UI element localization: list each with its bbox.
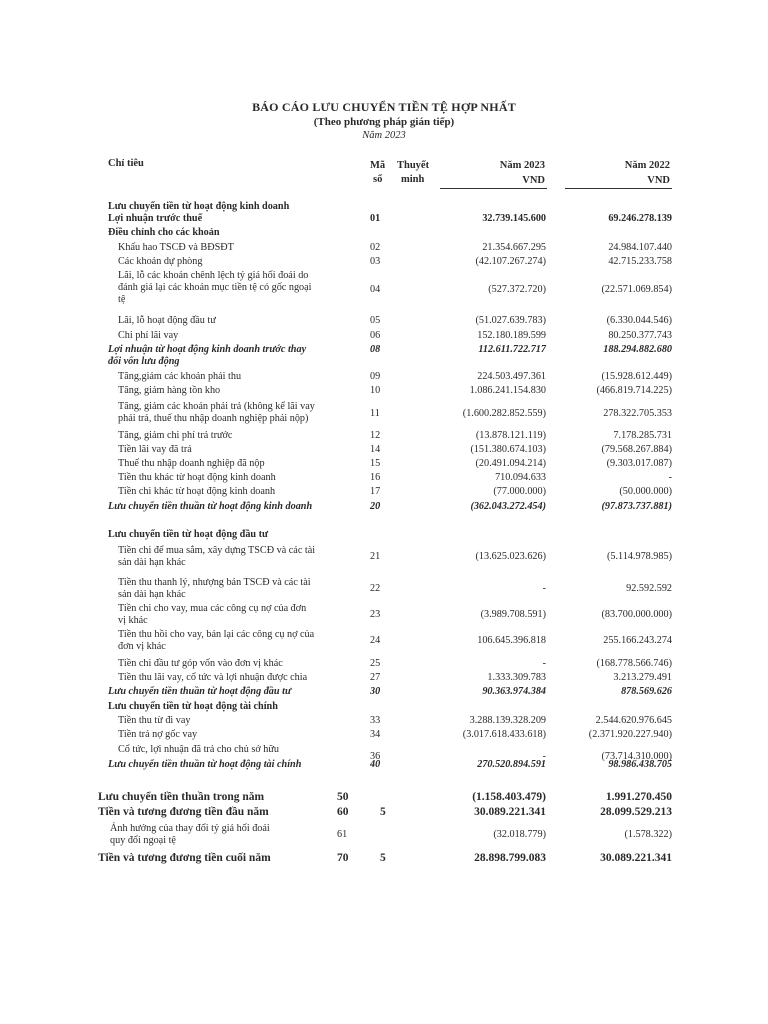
row-label: Tăng,giảm các khoản phải thu [118, 371, 242, 382]
report-year: Năm 2023 [362, 130, 406, 141]
row-code: 33 [370, 715, 381, 726]
row-code: 22 [370, 583, 381, 594]
row-label: Lợi nhuận trước thuế [108, 213, 203, 224]
value-2023: 28.898.799.083 [474, 852, 546, 864]
value-2023: 270.520.894.591 [477, 759, 546, 770]
row-label: Lưu chuyển tiền thuần trong năm [98, 791, 265, 803]
row-label: quy đổi ngoại tệ [110, 835, 176, 846]
row-label: Tiền và tương đương tiền cuối năm [98, 852, 271, 864]
row-code: 17 [370, 486, 381, 497]
value-2023: (527.372.720) [488, 284, 546, 295]
value-2022: 7.178.285.731 [613, 430, 672, 441]
row-code: 61 [337, 829, 348, 840]
value-2023: - [542, 583, 546, 594]
value-2022: (9.303.017.087) [606, 458, 672, 469]
report-subtitle: (Theo phương pháp gián tiếp) [313, 116, 455, 128]
row-label: Thuế thu nhập doanh nghiệp đã nộp [118, 458, 265, 469]
value-2022: 2.544.620.976.645 [595, 715, 672, 726]
row-code: 16 [370, 472, 381, 483]
row-code: 14 [370, 444, 381, 455]
header-note-line1: Thuyết [397, 160, 430, 171]
value-2022: (73.714.310.000) [601, 751, 672, 762]
row-label: Tiền thu khác từ hoạt động kinh doanh [118, 472, 276, 483]
row-label: Điều chỉnh cho các khoản [108, 227, 220, 238]
header-underline-2022 [565, 188, 672, 189]
row-code: 08 [370, 344, 381, 355]
value-2023: (151.380.674.103) [470, 444, 546, 455]
row-code: 60 [337, 806, 349, 818]
row-label: Lợi nhuận từ hoạt động kinh doanh trước thay [108, 344, 307, 355]
value-2023: (13.878.121.119) [475, 430, 546, 441]
row-label: Tiền lãi vay đã trả [118, 444, 192, 455]
value-2022: 98.986.438.705 [608, 759, 672, 770]
row-note: 5 [380, 852, 386, 864]
value-2023: 710.094.633 [495, 472, 546, 483]
value-2023: (42.107.267.274) [475, 256, 546, 267]
value-2023: 3.288.139.328.209 [469, 715, 546, 726]
value-2022: 69.246.278.139 [608, 213, 672, 224]
value-2022: 278.322.705.353 [603, 408, 672, 419]
header-year2023-unit: VND [522, 175, 545, 186]
row-code: 01 [370, 213, 381, 224]
row-code: 20 [370, 501, 381, 512]
row-label: Tiền chi khác từ hoạt động kinh doanh [118, 486, 276, 497]
value-2023: (3.017.618.433.618) [462, 729, 546, 740]
row-label: Tiền và tương đương tiền đầu năm [98, 806, 269, 818]
row-code: 24 [370, 635, 381, 646]
value-2023: 21.354.667.295 [482, 242, 546, 253]
value-2022: 3.213.279.491 [613, 672, 672, 683]
value-2023: 224.503.497.361 [477, 371, 546, 382]
value-2023: 1.333.309.783 [487, 672, 546, 683]
value-2023: 112.611.722.717 [478, 344, 546, 355]
row-label: Tiền chi để mua sắm, xây dựng TSCĐ và các tài [118, 545, 316, 556]
row-label: Tiền trả nợ gốc vay [118, 729, 198, 740]
value-2022: 28.099.529.213 [600, 806, 672, 818]
row-code: 40 [370, 759, 381, 770]
row-label: Lưu chuyển tiền thuần từ hoạt động đầu tư [108, 686, 292, 697]
row-label: Lưu chuyển tiền từ hoạt động kinh doanh [108, 201, 290, 212]
value-2023: - [542, 751, 546, 762]
value-2023: 32.739.145.600 [482, 213, 546, 224]
report-title: BÁO CÁO LƯU CHUYỂN TIỀN TỆ HỢP NHẤT [252, 100, 516, 114]
value-2023: (32.018.779) [493, 829, 546, 840]
row-note: 5 [380, 806, 386, 818]
value-2023: 152.180.189.599 [477, 330, 546, 341]
row-code: 21 [370, 551, 381, 562]
row-code: 10 [370, 385, 381, 396]
row-code: 04 [370, 284, 381, 295]
row-label: sản dài hạn khác [118, 557, 186, 568]
row-label: Tiền thu lãi vay, cổ tức và lợi nhuận được chia [118, 672, 308, 683]
row-label: Lưu chuyển tiền từ hoạt động tài chính [108, 701, 278, 712]
row-label: Tăng, giảm các khoản phải trả (không kể lãi vay [118, 401, 315, 412]
value-2022: (2.371.920.227.940) [588, 729, 672, 740]
row-label: Khấu hao TSCĐ và BĐSĐT [118, 242, 234, 253]
row-code: 05 [370, 315, 381, 326]
value-2022: 30.089.221.341 [600, 852, 672, 864]
value-2023: (20.491.094.214) [475, 458, 546, 469]
value-2022: 255.166.243.274 [603, 635, 672, 646]
row-code: 30 [370, 686, 381, 697]
value-2022: (83.700.000.000) [601, 609, 672, 620]
value-2022: (22.571.069.854) [601, 284, 672, 295]
row-code: 23 [370, 609, 381, 620]
row-label: Lưu chuyển tiền từ hoạt động đầu tư [108, 529, 269, 540]
header-code-line1: Mã [370, 160, 386, 171]
row-label: Tăng, giảm chi phí trả trước [118, 430, 233, 441]
row-label: Các khoản dự phòng [118, 256, 203, 267]
row-label: Tiền chi đầu tư góp vốn vào đơn vị khác [118, 658, 283, 669]
value-2022: (15.928.612.449) [601, 371, 672, 382]
row-label: Lãi, lỗ các khoản chênh lệch tỷ giá hối đoái do [118, 270, 309, 281]
value-2023: (3.989.708.591) [480, 609, 546, 620]
value-2022: 24.984.107.440 [608, 242, 672, 253]
row-code: 34 [370, 729, 381, 740]
row-label: Tiền thu từ đi vay [118, 715, 191, 726]
header-year2022: Năm 2022 [624, 160, 670, 171]
row-label: Lưu chuyển tiền thuần từ hoạt động tài chính [108, 759, 302, 770]
row-code: 06 [370, 330, 381, 341]
value-2022: (5.114.978.985) [607, 551, 672, 562]
row-code: 27 [370, 672, 381, 683]
row-code: 70 [337, 852, 349, 864]
row-label: tệ [118, 294, 126, 305]
value-2022: (6.330.044.546) [606, 315, 672, 326]
value-2023: 1.086.241.154.830 [469, 385, 546, 396]
row-label: Ảnh hưởng của thay đổi tỷ giá hối đoái [110, 823, 270, 834]
value-2022: (79.568.267.884) [601, 444, 672, 455]
value-2022: (466.819.714.225) [596, 385, 672, 396]
row-code: 03 [370, 256, 381, 267]
header-underline-2023 [440, 188, 547, 189]
value-2022: 42.715.233.758 [608, 256, 672, 267]
value-2023: (13.625.023.626) [475, 551, 546, 562]
row-code: 02 [370, 242, 381, 253]
value-2023: (1.158.403.479) [472, 791, 546, 803]
value-2022: - [668, 472, 672, 483]
value-2022: (168.778.566.746) [596, 658, 672, 669]
row-label: Cổ tức, lợi nhuận đã trả cho chủ sở hữu [118, 744, 280, 755]
value-2022: 92.592.592 [626, 583, 672, 594]
value-2023: (77.000.000) [493, 486, 546, 497]
value-2023: 90.363.974.384 [482, 686, 546, 697]
value-2023: - [542, 658, 546, 669]
row-code: 15 [370, 458, 381, 469]
header-year2022-unit: VND [647, 175, 670, 186]
row-label: đổi vốn lưu động [108, 356, 180, 367]
row-label: Tăng, giảm hàng tồn kho [118, 385, 221, 396]
header-note-line2: minh [401, 174, 425, 185]
value-2023: 30.089.221.341 [474, 806, 546, 818]
value-2022: 878.569.626 [621, 686, 672, 697]
row-label: sản dài hạn khác [118, 589, 186, 600]
row-label: đơn vị khác [118, 641, 166, 652]
row-label: phải trả, thuế thu nhập doanh nghiệp phải nộp) [118, 413, 309, 424]
row-label: Tiền chi cho vay, mua các công cụ nợ của đơn [118, 603, 307, 614]
header-year2023: Năm 2023 [499, 160, 545, 171]
row-label: đánh giá lại các khoản mục tiền tệ có gốc ngoại [118, 282, 312, 293]
value-2023: 106.645.396.818 [477, 635, 546, 646]
header-indicator: Chỉ tiêu [108, 158, 144, 169]
value-2022: 188.294.882.680 [603, 344, 672, 355]
row-code: 12 [370, 430, 381, 441]
row-code: 36 [370, 751, 381, 762]
row-code: 09 [370, 371, 381, 382]
value-2023: (51.027.639.783) [475, 315, 546, 326]
value-2022: 80.250.377.743 [608, 330, 672, 341]
row-label: Lãi, lỗ hoạt động đầu tư [118, 315, 216, 326]
value-2022: (97.873.737.881) [601, 501, 672, 512]
value-2022: (50.000.000) [619, 486, 672, 497]
row-code: 25 [370, 658, 381, 669]
row-label: Tiền thu thanh lý, nhượng bán TSCĐ và các tài [118, 577, 311, 588]
row-code: 50 [337, 791, 349, 803]
row-label: Lưu chuyển tiền thuần từ hoạt động kinh doanh [108, 501, 313, 512]
row-label: Tiền thu hồi cho vay, bán lại các công cụ nợ của [118, 629, 315, 640]
value-2022: (1.578.322) [624, 829, 672, 840]
row-code: 11 [370, 408, 380, 419]
value-2022: 1.991.270.450 [605, 791, 672, 803]
value-2023: (1.600.282.852.559) [462, 408, 546, 419]
row-label: Chi phí lãi vay [118, 330, 179, 341]
row-label: vị khác [118, 615, 148, 626]
value-2023: (362.043.272.454) [470, 501, 546, 512]
header-code-line2: số [373, 174, 383, 185]
